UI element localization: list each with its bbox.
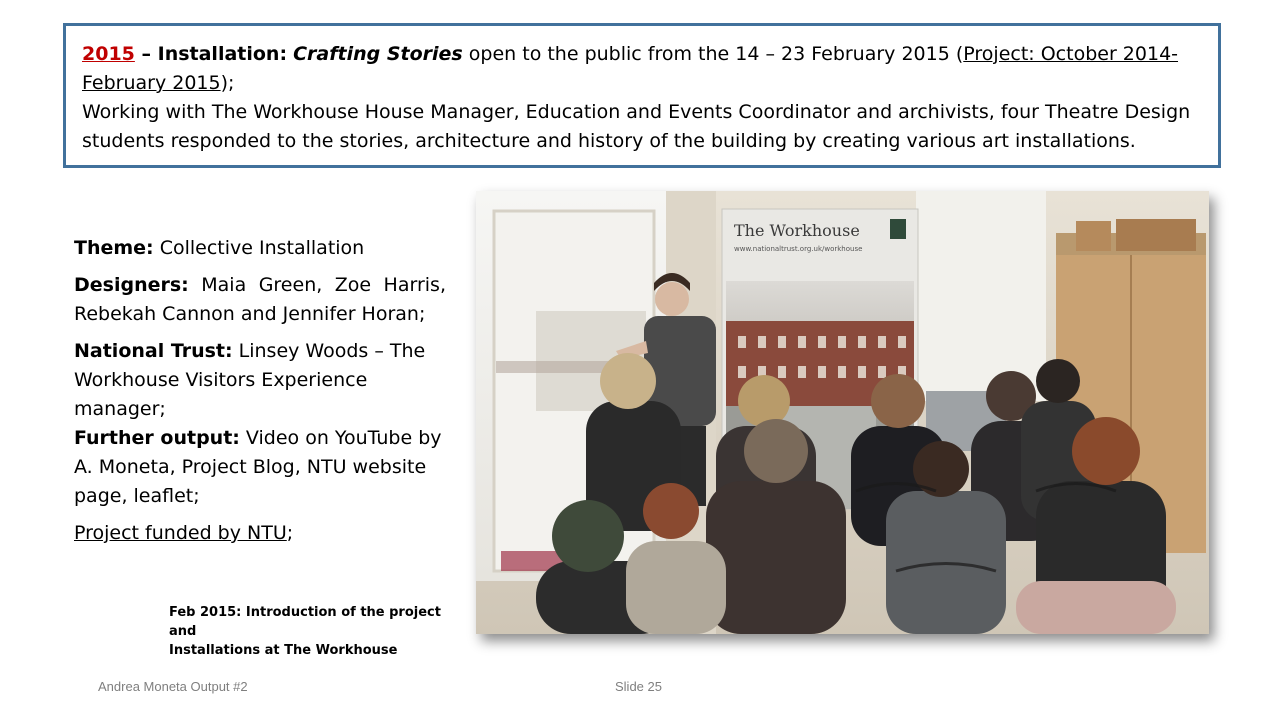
- footer-author: Andrea Moneta Output #2: [98, 679, 248, 694]
- year-label: 2015: [82, 43, 135, 65]
- caption-line-2: Installations at The Workhouse: [169, 643, 398, 658]
- installation-label: Installation:: [157, 43, 288, 65]
- theme-line: [74, 234, 446, 263]
- basket: [1116, 219, 1196, 251]
- project-details: [74, 234, 446, 548]
- intro-heading-line: [82, 40, 1212, 98]
- national-trust-line: [74, 337, 446, 424]
- open-dates-text: open to the public from the 14 – 23 February 2015 (: [462, 43, 964, 65]
- designers-label: Designers:: [74, 274, 189, 296]
- intro-description: Working with The Workhouse House Manager, Education and Events Coordinator and archivists, four Theatre Design students responded to the stories, architecture and history of the building by creating various art installations.: [82, 101, 1191, 152]
- slide-number: Slide 25: [615, 679, 662, 694]
- theme-label: Theme:: [74, 237, 154, 259]
- heading-close: );: [220, 72, 235, 94]
- basket: [1076, 221, 1111, 251]
- event-photo-illustration: [476, 191, 1209, 634]
- national-trust-logo: [890, 219, 906, 239]
- banner-url: www.nationaltrust.org.uk/workhouse: [734, 245, 863, 253]
- designers-line: [74, 271, 446, 329]
- designers-value: Maia Green, Zoe Harris, Rebekah Cannon and Jennifer Horan;: [74, 274, 446, 325]
- national-trust-value: Linsey Woods – The Workhouse Visitors Experience manager;: [74, 340, 426, 420]
- intro-text-box: [63, 23, 1221, 168]
- funding-suffix: ;: [286, 522, 294, 544]
- project-period: Project: October 2014-February 2015: [82, 43, 1179, 94]
- national-trust-label: National Trust:: [74, 340, 233, 362]
- heading-dash: –: [134, 43, 158, 65]
- further-output-label: Further output:: [74, 427, 240, 449]
- further-output-value: Video on YouTube by A. Moneta, Project Blog, NTU website page, leaflet;: [74, 427, 442, 507]
- banner-title: The Workhouse: [734, 221, 860, 240]
- installation-title: Crafting Stories: [293, 43, 463, 65]
- further-output-line: [74, 424, 446, 511]
- funding-line: [74, 519, 446, 548]
- right-window: [916, 191, 1046, 401]
- theme-value: Collective Installation: [153, 237, 365, 259]
- photo-caption: [169, 603, 459, 660]
- event-photo: [476, 191, 1209, 634]
- funding-text: Project funded by NTU: [74, 522, 287, 544]
- caption-line-1: Feb 2015: Introduction of the project and: [169, 605, 441, 639]
